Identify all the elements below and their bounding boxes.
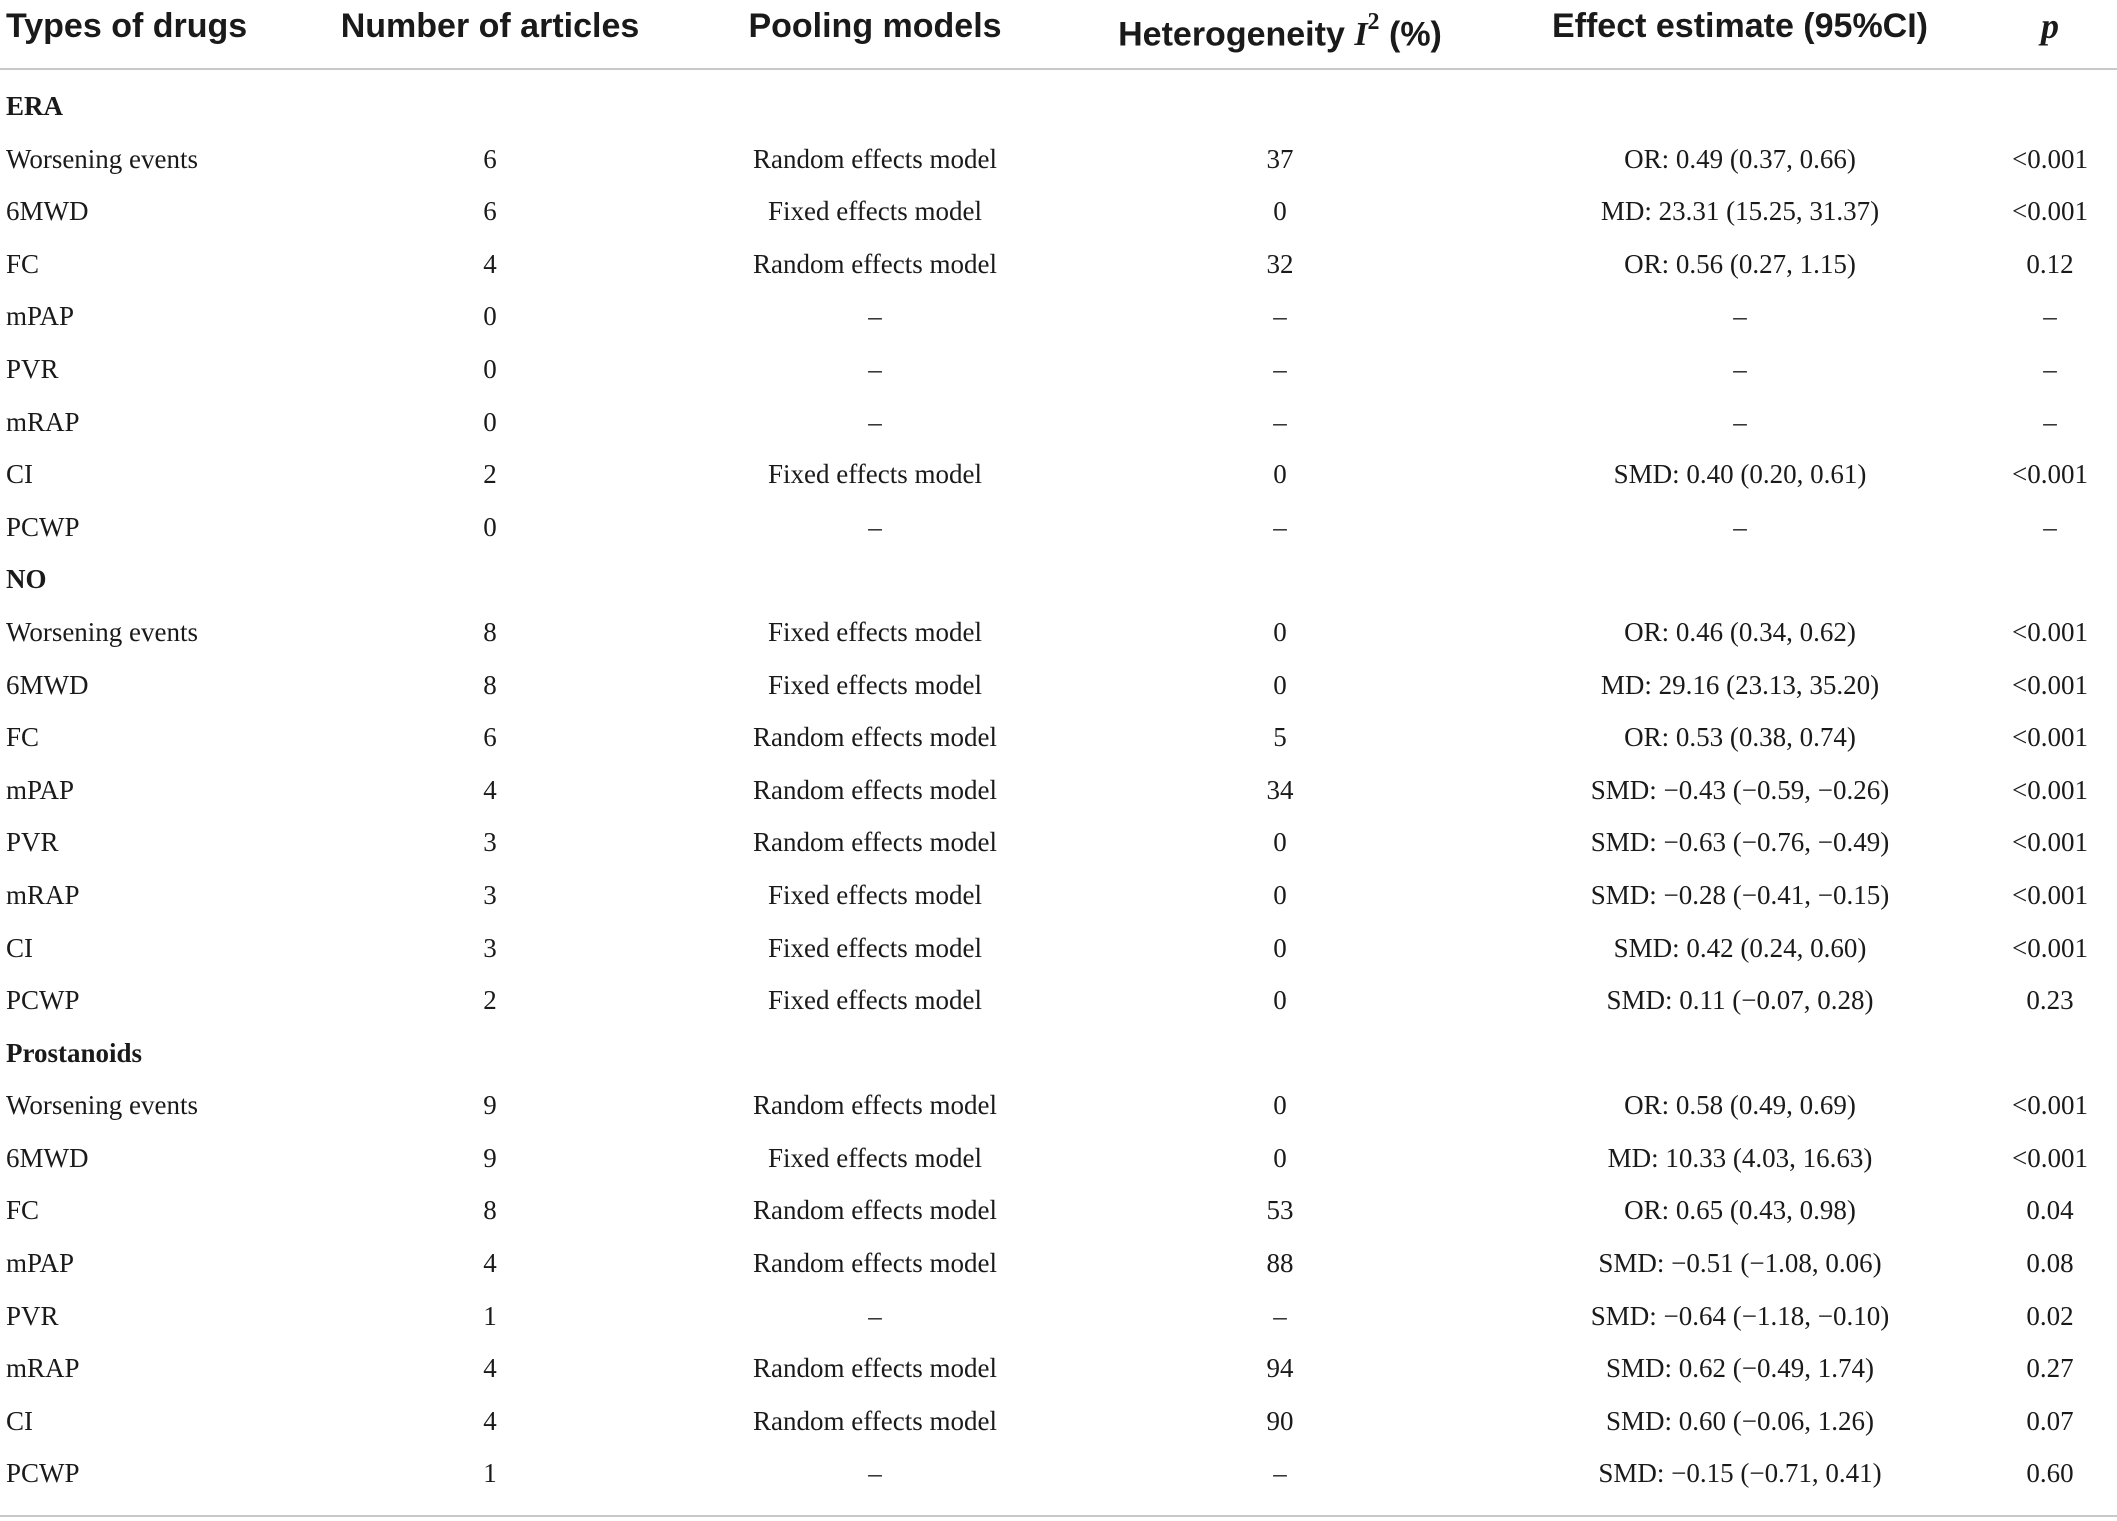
cell-pooling-model: – xyxy=(868,406,882,437)
table-row xyxy=(0,922,2117,975)
cell-p-value: <0.001 xyxy=(2012,879,2088,910)
cell-pooling-model: Fixed effects model xyxy=(768,196,982,227)
cell-heterogeneity: 0 xyxy=(1273,985,1287,1016)
table-row xyxy=(0,1447,2117,1500)
cell-p-value: <0.001 xyxy=(2012,827,2088,858)
table-row xyxy=(0,1395,2117,1448)
cell-p-value: <0.001 xyxy=(2012,774,2088,805)
table-row xyxy=(0,133,2117,186)
cell-pooling-model: Random effects model xyxy=(753,722,997,753)
cell-effect-estimate: SMD: 0.42 (0.24, 0.60) xyxy=(1613,932,1867,963)
cell-type: CI xyxy=(6,459,33,490)
cell-type: FC xyxy=(6,1195,40,1226)
table-row xyxy=(0,659,2117,712)
cell-type: PVR xyxy=(6,353,59,384)
cell-effect-estimate: OR: 0.58 (0.49, 0.69) xyxy=(1624,1090,1856,1121)
cell-p-value: 0.23 xyxy=(2026,985,2074,1016)
group-label: NO xyxy=(6,564,47,595)
cell-type: CI xyxy=(6,1405,33,1436)
group-row xyxy=(0,80,2117,133)
cell-type: PCWP xyxy=(6,511,80,542)
cell-pooling-model: – xyxy=(868,353,882,384)
cell-number-of-articles: 0 xyxy=(483,353,497,384)
cell-type: CI xyxy=(6,932,33,963)
cell-p-value: 0.07 xyxy=(2026,1405,2074,1436)
cell-effect-estimate: OR: 0.56 (0.27, 1.15) xyxy=(1624,248,1856,279)
cell-heterogeneity: 0 xyxy=(1273,1142,1287,1173)
cell-p-value: <0.001 xyxy=(2012,143,2088,174)
cell-pooling-model: – xyxy=(868,511,882,542)
cell-pooling-model: – xyxy=(868,301,882,332)
header-pooling-models: Pooling models xyxy=(748,7,1002,45)
cell-number-of-articles: 6 xyxy=(483,143,497,174)
cell-type: Worsening events xyxy=(6,1090,199,1121)
cell-type: mRAP xyxy=(6,406,80,437)
cell-heterogeneity: 0 xyxy=(1273,669,1287,700)
table-row xyxy=(0,396,2117,449)
header-het-symbol xyxy=(1354,9,1380,54)
cell-number-of-articles: 3 xyxy=(483,827,497,858)
cell-p-value: 0.27 xyxy=(2026,1353,2074,1384)
cell-number-of-articles: 4 xyxy=(483,1405,497,1436)
cell-pooling-model: Fixed effects model xyxy=(768,669,982,700)
table-row xyxy=(0,869,2117,922)
cell-heterogeneity: 0 xyxy=(1273,879,1287,910)
cell-pooling-model: Random effects model xyxy=(753,143,997,174)
cell-number-of-articles: 9 xyxy=(483,1142,497,1173)
table-row xyxy=(0,1079,2117,1132)
table-row xyxy=(0,343,2117,396)
cell-pooling-model: Random effects model xyxy=(753,1090,997,1121)
cell-type: mPAP xyxy=(6,774,75,805)
cell-effect-estimate: – xyxy=(1733,511,1747,542)
cell-type: PCWP xyxy=(6,1458,80,1489)
cell-type: 6MWD xyxy=(6,669,89,700)
cell-pooling-model: Random effects model xyxy=(753,1195,997,1226)
cell-heterogeneity: 34 xyxy=(1266,774,1294,805)
table-bottom-rule xyxy=(0,1515,2117,1517)
cell-heterogeneity: – xyxy=(1273,511,1287,542)
cell-heterogeneity: – xyxy=(1273,301,1287,332)
table-row xyxy=(0,974,2117,1027)
cell-pooling-model: Random effects model xyxy=(753,1353,997,1384)
cell-effect-estimate: SMD: −0.51 (−1.08, 0.06) xyxy=(1598,1248,1882,1279)
cell-p-value: 0.04 xyxy=(2026,1195,2074,1226)
group-label: ERA xyxy=(6,91,64,121)
cell-effect-estimate: SMD: −0.28 (−0.41, −0.15) xyxy=(1590,879,1890,910)
cell-pooling-model: Fixed effects model xyxy=(768,1142,982,1173)
cell-heterogeneity: – xyxy=(1273,1458,1287,1489)
table-row xyxy=(0,185,2117,238)
cell-pooling-model: Random effects model xyxy=(753,248,997,279)
cell-pooling-model: Fixed effects model xyxy=(768,616,982,647)
table-row xyxy=(0,606,2117,659)
cell-p-value: <0.001 xyxy=(2012,616,2088,647)
cell-p-value: – xyxy=(2043,511,2057,542)
cell-heterogeneity: 0 xyxy=(1273,932,1287,963)
cell-pooling-model: – xyxy=(868,1458,882,1489)
cell-heterogeneity: 94 xyxy=(1266,1353,1294,1384)
table-row xyxy=(0,1184,2117,1237)
header-het-suffix: (%) xyxy=(1379,15,1442,54)
cell-effect-estimate: MD: 29.16 (23.13, 35.20) xyxy=(1600,669,1880,700)
cell-heterogeneity: 88 xyxy=(1266,1248,1294,1279)
cell-effect-estimate: OR: 0.65 (0.43, 0.98) xyxy=(1624,1195,1856,1226)
cell-number-of-articles: 0 xyxy=(483,406,497,437)
cell-number-of-articles: 1 xyxy=(483,1458,497,1489)
cell-effect-estimate: SMD: 0.60 (−0.06, 1.26) xyxy=(1606,1405,1874,1436)
cell-number-of-articles: 2 xyxy=(483,459,497,490)
cell-effect-estimate: – xyxy=(1733,301,1747,332)
cell-effect-estimate: SMD: 0.62 (−0.49, 1.74) xyxy=(1606,1353,1874,1384)
cell-heterogeneity: 0 xyxy=(1273,459,1287,490)
group-label: Prostanoids xyxy=(6,1037,143,1068)
cell-heterogeneity: 0 xyxy=(1273,616,1287,647)
table-row xyxy=(0,448,2117,501)
group-row xyxy=(0,1027,2117,1080)
cell-number-of-articles: 8 xyxy=(483,669,497,700)
header-heterogeneity xyxy=(1080,4,1480,57)
cell-pooling-model: Fixed effects model xyxy=(768,879,982,910)
cell-heterogeneity: 90 xyxy=(1266,1405,1294,1436)
cell-p-value: <0.001 xyxy=(2012,669,2088,700)
cell-effect-estimate: SMD: −0.43 (−0.59, −0.26) xyxy=(1590,774,1890,805)
cell-heterogeneity: 5 xyxy=(1273,722,1287,753)
cell-pooling-model: Fixed effects model xyxy=(768,985,982,1016)
cell-number-of-articles: 8 xyxy=(483,616,497,647)
cell-heterogeneity: 0 xyxy=(1273,827,1287,858)
cell-pooling-model: – xyxy=(868,1300,882,1331)
cell-type: Worsening events xyxy=(6,616,199,647)
table-row xyxy=(0,1132,2117,1185)
cell-effect-estimate: OR: 0.49 (0.37, 0.66) xyxy=(1624,143,1856,174)
cell-effect-estimate: MD: 10.33 (4.03, 16.63) xyxy=(1607,1142,1873,1173)
cell-pooling-model: Fixed effects model xyxy=(768,932,982,963)
cell-type: PVR xyxy=(6,827,59,858)
table-row xyxy=(0,711,2117,764)
cell-number-of-articles: 2 xyxy=(483,985,497,1016)
cell-number-of-articles: 9 xyxy=(483,1090,497,1121)
cell-effect-estimate: SMD: 0.40 (0.20, 0.61) xyxy=(1613,459,1867,490)
cell-effect-estimate: SMD: −0.15 (−0.71, 0.41) xyxy=(1598,1458,1882,1489)
table-row xyxy=(0,238,2117,291)
cell-p-value: – xyxy=(2043,353,2057,384)
cell-effect-estimate: SMD: −0.63 (−0.76, −0.49) xyxy=(1590,827,1890,858)
header-het-superscript: 2 xyxy=(1367,9,1380,35)
cell-type: Worsening events xyxy=(6,143,199,174)
cell-p-value: – xyxy=(2043,301,2057,332)
table-row xyxy=(0,1342,2117,1395)
cell-number-of-articles: 3 xyxy=(483,879,497,910)
cell-p-value: 0.12 xyxy=(2026,248,2074,279)
cell-number-of-articles: 4 xyxy=(483,774,497,805)
cell-heterogeneity: – xyxy=(1273,1300,1287,1331)
cell-number-of-articles: 3 xyxy=(483,932,497,963)
cell-p-value: <0.001 xyxy=(2012,722,2088,753)
table-row xyxy=(0,501,2117,554)
cell-effect-estimate: – xyxy=(1733,353,1747,384)
table-row xyxy=(0,1290,2117,1343)
cell-type: mPAP xyxy=(6,301,75,332)
cell-heterogeneity: 53 xyxy=(1266,1195,1294,1226)
cell-type: mRAP xyxy=(6,1353,80,1384)
cell-p-value: 0.08 xyxy=(2026,1248,2074,1279)
cell-number-of-articles: 6 xyxy=(483,722,497,753)
table-row xyxy=(0,764,2117,817)
cell-effect-estimate: OR: 0.46 (0.34, 0.62) xyxy=(1624,616,1856,647)
cell-p-value: 0.60 xyxy=(2026,1458,2074,1489)
cell-pooling-model: Random effects model xyxy=(753,1248,997,1279)
header-het-prefix: Heterogeneity xyxy=(1118,15,1355,54)
header-effect-estimate: Effect estimate (95%CI) xyxy=(1551,7,1928,45)
cell-type: PCWP xyxy=(6,985,80,1016)
cell-number-of-articles: 1 xyxy=(483,1300,497,1331)
cell-type: mRAP xyxy=(6,879,80,910)
cell-pooling-model: Random effects model xyxy=(753,1405,997,1436)
cell-number-of-articles: 4 xyxy=(483,1353,497,1384)
cell-heterogeneity: – xyxy=(1273,406,1287,437)
header-number-of-articles: Number of articles xyxy=(340,7,640,45)
cell-effect-estimate: SMD: −0.64 (−1.18, −0.10) xyxy=(1590,1300,1890,1331)
cell-number-of-articles: 0 xyxy=(483,511,497,542)
table-body xyxy=(0,70,2117,1500)
header-types-of-drugs: Types of drugs xyxy=(6,7,248,45)
cell-p-value: – xyxy=(2043,406,2057,437)
table-row xyxy=(0,1237,2117,1290)
cell-heterogeneity: 32 xyxy=(1266,248,1294,279)
table-row xyxy=(0,290,2117,343)
cell-heterogeneity: 37 xyxy=(1266,143,1294,174)
cell-effect-estimate: OR: 0.53 (0.38, 0.74) xyxy=(1624,722,1856,753)
cell-effect-estimate: – xyxy=(1733,406,1747,437)
cell-pooling-model: Random effects model xyxy=(753,774,997,805)
cell-p-value: <0.001 xyxy=(2012,1090,2088,1121)
cell-p-value: <0.001 xyxy=(2012,196,2088,227)
cell-p-value: <0.001 xyxy=(2012,932,2088,963)
cell-type: FC xyxy=(6,722,40,753)
cell-effect-estimate: MD: 23.31 (15.25, 31.37) xyxy=(1600,196,1880,227)
cell-type: 6MWD xyxy=(6,1142,89,1173)
cell-number-of-articles: 0 xyxy=(483,301,497,332)
cell-type: mPAP xyxy=(6,1248,75,1279)
cell-pooling-model: Random effects model xyxy=(753,827,997,858)
cell-p-value: 0.02 xyxy=(2026,1300,2074,1331)
cell-effect-estimate: SMD: 0.11 (−0.07, 0.28) xyxy=(1606,985,1874,1016)
cell-heterogeneity: 0 xyxy=(1273,196,1287,227)
cell-p-value: <0.001 xyxy=(2012,459,2088,490)
cell-number-of-articles: 4 xyxy=(483,248,497,279)
cell-p-value: <0.001 xyxy=(2012,1142,2088,1173)
header-p-value: p xyxy=(2041,6,2059,46)
cell-type: PVR xyxy=(6,1300,59,1331)
cell-type: 6MWD xyxy=(6,196,89,227)
cell-type: FC xyxy=(6,248,40,279)
cell-heterogeneity: 0 xyxy=(1273,1090,1287,1121)
cell-pooling-model: Fixed effects model xyxy=(768,459,982,490)
cell-number-of-articles: 6 xyxy=(483,196,497,227)
cell-number-of-articles: 8 xyxy=(483,1195,497,1226)
cell-heterogeneity: – xyxy=(1273,353,1287,384)
table-header xyxy=(0,0,2117,70)
header-het-i: I xyxy=(1354,16,1368,54)
table-row xyxy=(0,816,2117,869)
group-row xyxy=(0,553,2117,606)
cell-number-of-articles: 4 xyxy=(483,1248,497,1279)
